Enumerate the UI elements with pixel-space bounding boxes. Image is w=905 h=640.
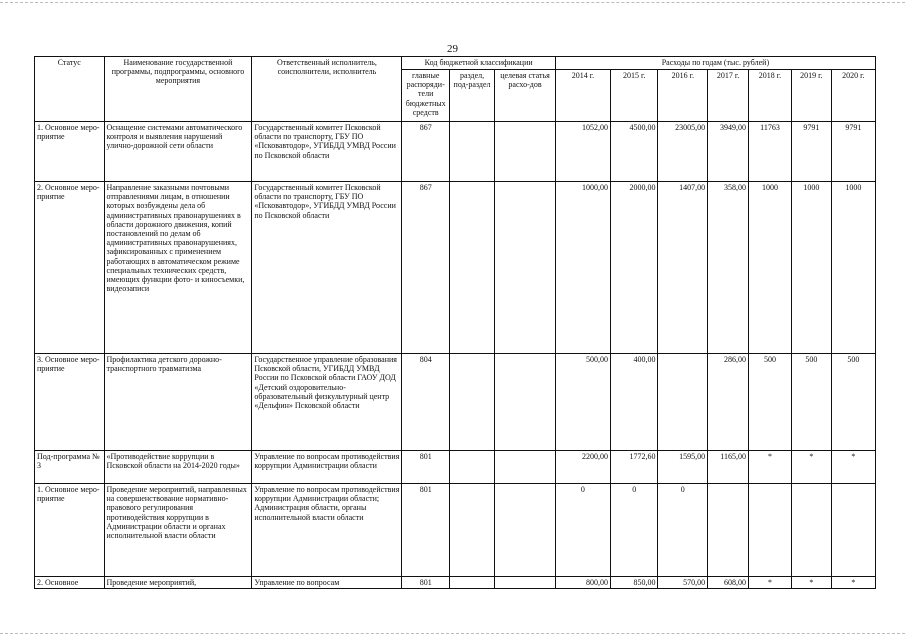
cell-name: «Противодействие коррупции в Псковской области на 2014-2020 годы» (104, 451, 252, 484)
cell-2017: 608,00 (708, 577, 749, 589)
cell-2020: * (831, 577, 875, 589)
cell-status: 1. Основное меро-приятие (35, 484, 105, 577)
cell-2018: * (748, 451, 791, 484)
header-section: раздел, под-раздел (449, 70, 494, 122)
header-article: целевая статья расхо-дов (495, 70, 556, 122)
cell-2014: 1000,00 (555, 182, 610, 354)
cell-2020: 500 (831, 354, 875, 451)
cell-section (449, 354, 494, 451)
cell-2014: 500,00 (555, 354, 610, 451)
cell-2019: * (791, 451, 831, 484)
cell-name: Проведение мероприятий, (104, 577, 252, 589)
cell-2019: 1000 (791, 182, 831, 354)
page-number: 29 (447, 43, 458, 55)
cell-section (449, 577, 494, 589)
cell-executor: Управление по вопросам противодействия коррупции Администрации области; Администрация области, органы исполнительной власти области (252, 484, 402, 577)
cell-name: Профилактика детского дорожно-транспортного травматизма (104, 354, 252, 451)
cell-2020: * (831, 451, 875, 484)
table-row (35, 182, 876, 354)
table-row (35, 451, 876, 484)
cell-2016: 0 (658, 484, 708, 577)
cell-2020: 9791 (831, 122, 875, 182)
cell-status: 2. Основное меро-приятие (35, 182, 105, 354)
header-year: 2015 г. (611, 70, 658, 122)
cell-2015: 2000,00 (611, 182, 658, 354)
cell-grbs: 801 (402, 451, 449, 484)
cell-grbs: 804 (402, 354, 449, 451)
cell-article (495, 122, 556, 182)
cell-grbs: 801 (402, 577, 449, 589)
table-row (35, 354, 876, 451)
cell-2015: 0 (611, 484, 658, 577)
cell-2018 (748, 484, 791, 577)
cell-2018: * (748, 577, 791, 589)
cell-executor: Управление по вопросам противодействия коррупции Администрации области (252, 451, 402, 484)
cell-status: 2. Основное (35, 577, 105, 589)
cell-article (495, 182, 556, 354)
header-year: 2014 г. (555, 70, 610, 122)
cell-2014: 0 (555, 484, 610, 577)
cell-2015: 850,00 (611, 577, 658, 589)
table-row (35, 484, 876, 577)
cell-2014: 1052,00 (555, 122, 610, 182)
budget-table (34, 56, 876, 589)
cell-status: Под-программа № 3 (35, 451, 105, 484)
cell-article (495, 484, 556, 577)
cell-2014: 2200,00 (555, 451, 610, 484)
cell-name: Оснащение системами автоматического контроля и выявления нарушений улично-дорожной сети области (104, 122, 252, 182)
cell-grbs: 801 (402, 484, 449, 577)
cell-status: 3. Основное меро-приятие (35, 354, 105, 451)
header-budget-code: Код бюджетной классификации (402, 57, 555, 70)
cell-2016: 1595,00 (658, 451, 708, 484)
cell-2019 (791, 484, 831, 577)
cell-2019: 9791 (791, 122, 831, 182)
cell-2017: 358,00 (708, 182, 749, 354)
cell-section (449, 484, 494, 577)
header-executor: Ответственный исполнитель, соисполнители, исполнитель (252, 57, 402, 122)
cell-grbs: 867 (402, 122, 449, 182)
cell-2015: 1772,60 (611, 451, 658, 484)
header-expenses: Расходы по годам (тыс. рублей) (555, 57, 875, 70)
cell-2018: 1000 (748, 182, 791, 354)
scan-top-edge (0, 2, 905, 3)
cell-section (449, 451, 494, 484)
cell-section (449, 122, 494, 182)
scan-bottom-edge (0, 633, 905, 634)
cell-article (495, 577, 556, 589)
cell-2017: 1165,00 (708, 451, 749, 484)
cell-2019: 500 (791, 354, 831, 451)
cell-article (495, 451, 556, 484)
cell-2020 (831, 484, 875, 577)
cell-section (449, 182, 494, 354)
cell-executor: Государственный комитет Псковской области по транспорту, ГБУ ПО «Псковавтодор», УГИБДД УМВД России по Псковской области (252, 122, 402, 182)
cell-status: 1. Основное меро-приятие (35, 122, 105, 182)
header-year: 2020 г. (831, 70, 875, 122)
cell-executor: Государственный комитет Псковской области по транспорту, ГБУ ПО «Псковавтодор», УГИБДД УМВД России по Псковской области (252, 182, 402, 354)
cell-2020: 1000 (831, 182, 875, 354)
cell-name: Направление заказными почтовыми отправлениями лицам, в отношении которых возбуждены дела об административных правонарушениях в области дорожного движения, копий постановлений по делам об административных правонарушениях, зафиксированных с применением работающих в автоматическом режиме специальных технических средств, имеющих функции фото- и киносъемки, видеозаписи (104, 182, 252, 354)
header-status: Статус (35, 57, 105, 122)
header-grbs: главные распоряди-тели бюджетных средств (402, 70, 449, 122)
cell-2016: 1407,00 (658, 182, 708, 354)
cell-2014: 800,00 (555, 577, 610, 589)
cell-2018: 500 (748, 354, 791, 451)
header-name: Наименование государственной программы, подпрограммы, основного мероприятия (104, 57, 252, 122)
header-year: 2018 г. (748, 70, 791, 122)
table-header (35, 57, 876, 122)
cell-2017 (708, 484, 749, 577)
cell-2017: 3949,00 (708, 122, 749, 182)
cell-executor: Государственное управление образования Псковской области, УГИБДД УМВД России по Псковской области ГАОУ ДОД «Детский оздоровительно-образовательный физкультурный центр «Дельфин» Псковской области (252, 354, 402, 451)
table-row (35, 577, 876, 589)
cell-name: Проведение мероприятий, направленных на совершенствование нормативно-правового регулирования противодействия коррупции в Администрации области и органах исполнительной власти области (104, 484, 252, 577)
cell-2019: * (791, 577, 831, 589)
cell-article (495, 354, 556, 451)
header-year: 2017 г. (708, 70, 749, 122)
header-year: 2019 г. (791, 70, 831, 122)
cell-2016: 570,00 (658, 577, 708, 589)
header-year: 2016 г. (658, 70, 708, 122)
cell-2018: 11763 (748, 122, 791, 182)
cell-executor: Управление по вопросам (252, 577, 402, 589)
table-row (35, 122, 876, 182)
cell-grbs: 867 (402, 182, 449, 354)
cell-2016: 23005,00 (658, 122, 708, 182)
cell-2017: 286,00 (708, 354, 749, 451)
cell-2015: 4500,00 (611, 122, 658, 182)
cell-2015: 400,00 (611, 354, 658, 451)
cell-2016 (658, 354, 708, 451)
